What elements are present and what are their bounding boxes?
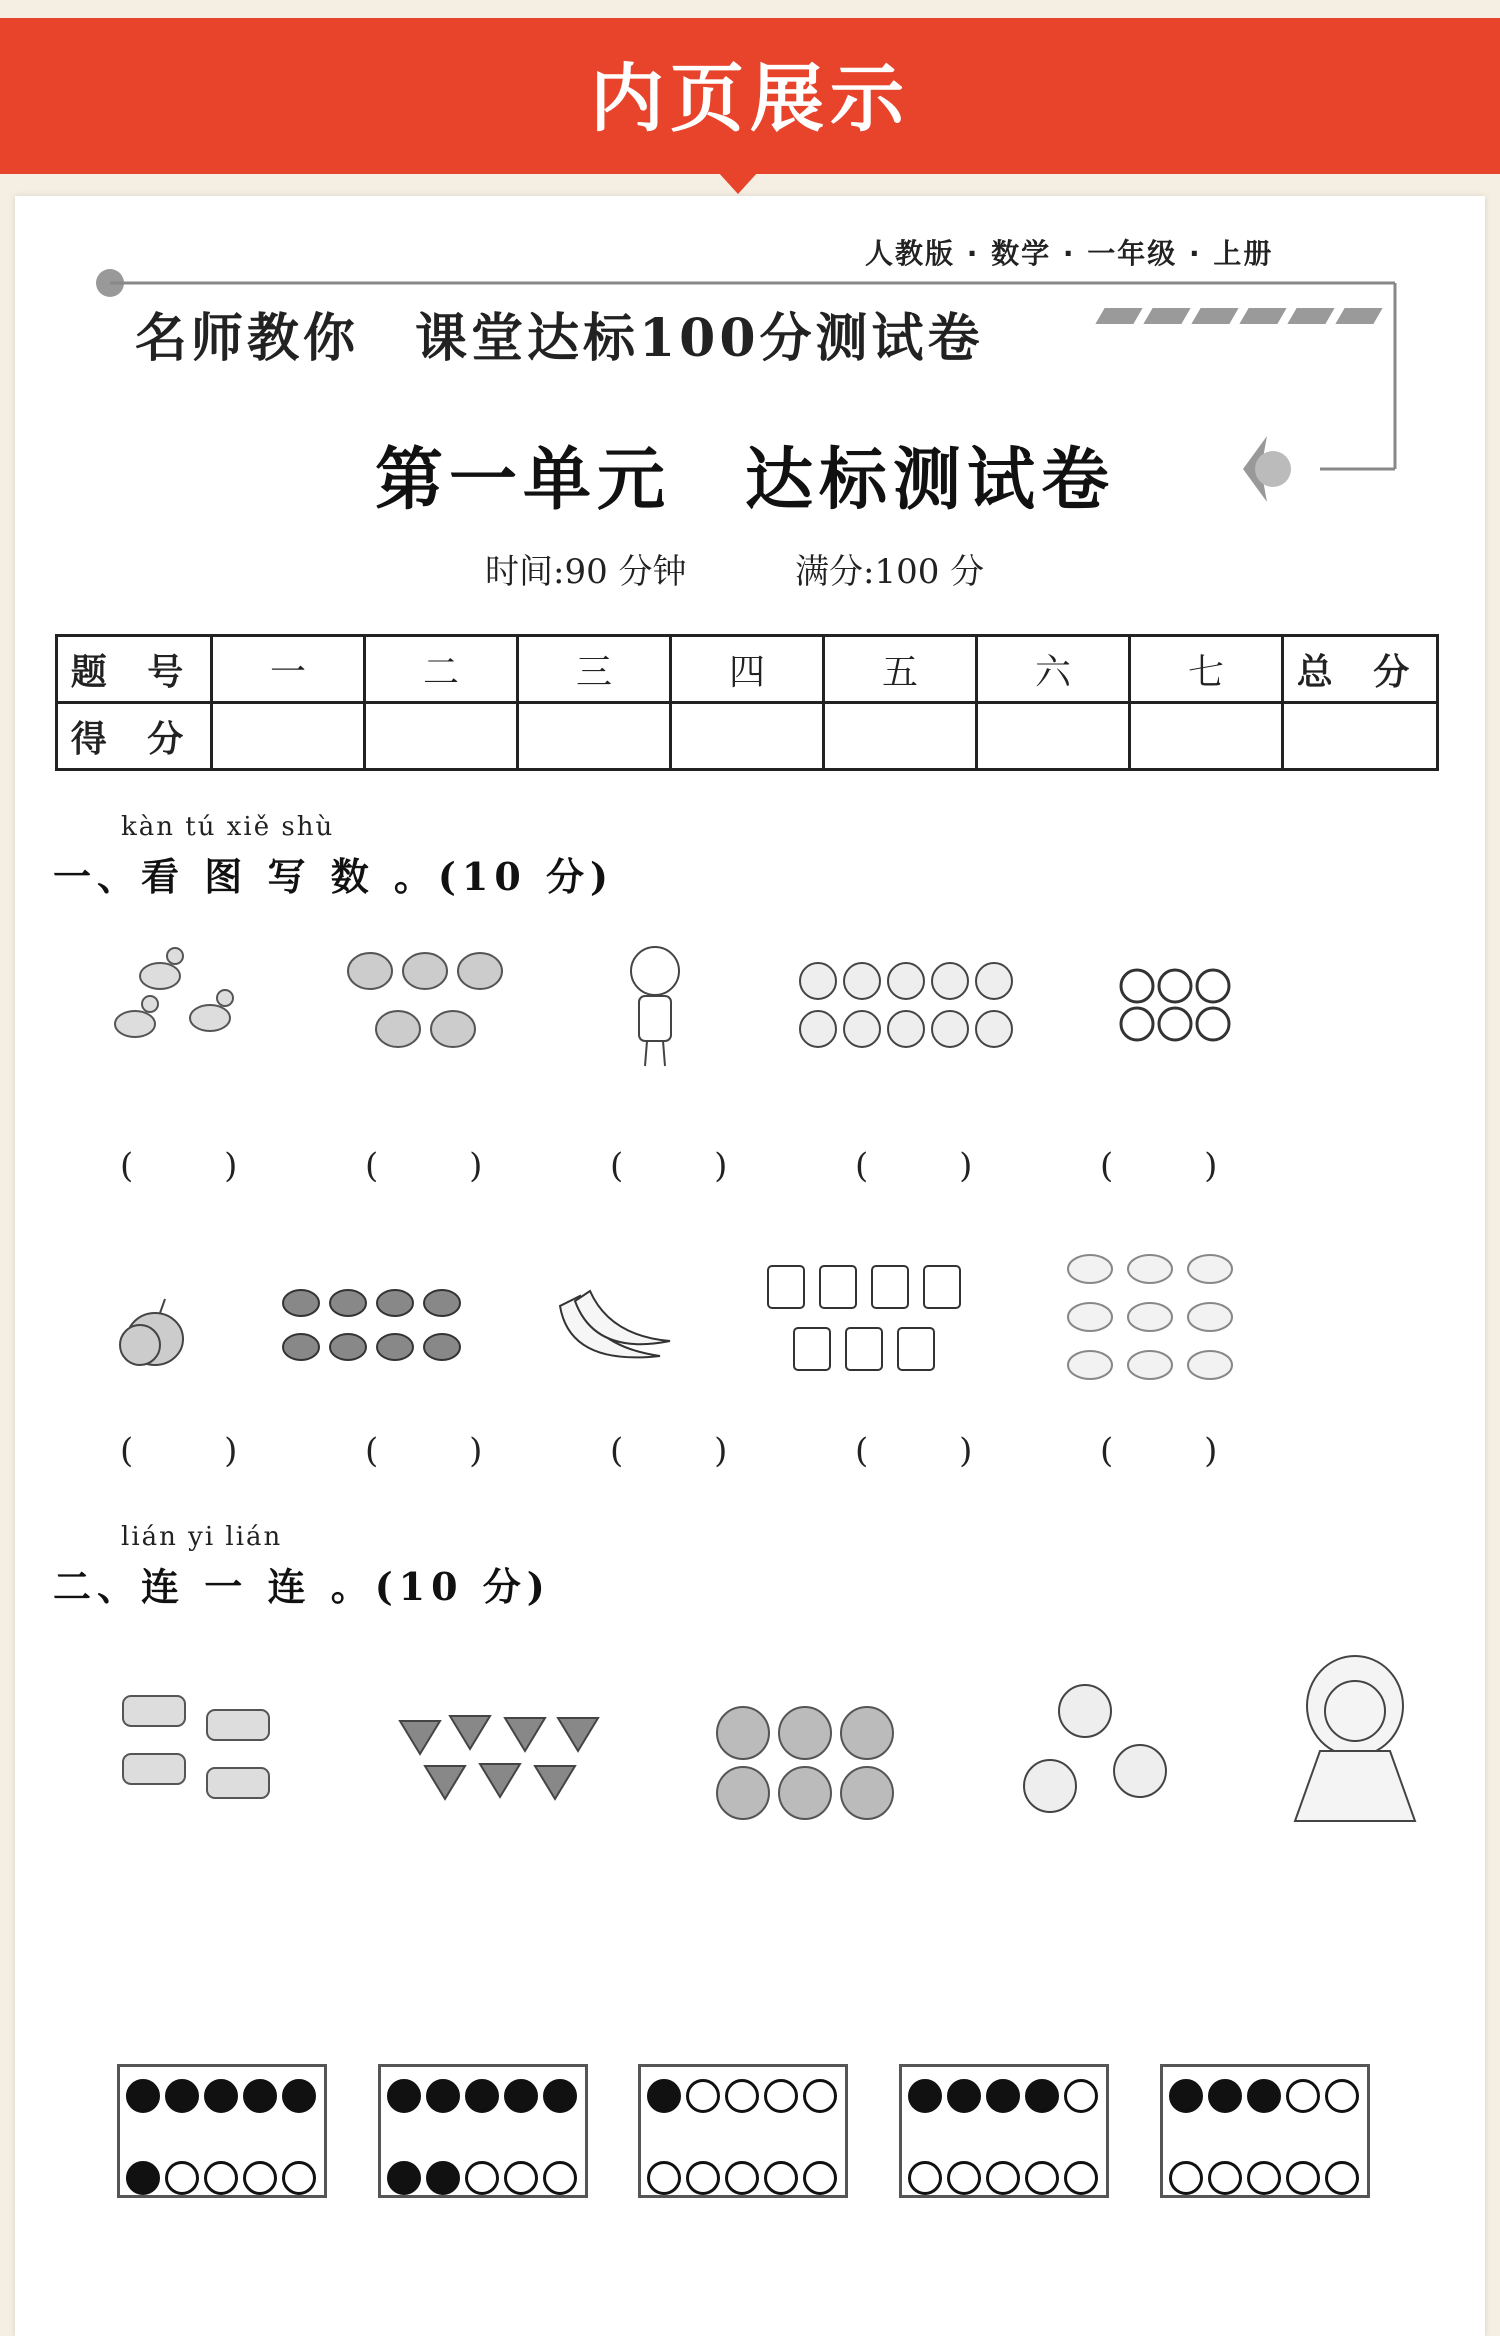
- table-cell: 二: [365, 636, 518, 703]
- table-cell: 得 分: [57, 703, 212, 770]
- q2-title: 二、连 一 连 。(10 分): [53, 1564, 551, 1609]
- empty-dot: [543, 2161, 577, 2195]
- answer-blank[interactable]: ( ): [365, 1431, 523, 1471]
- answer-blank[interactable]: ( ): [1100, 1146, 1258, 1186]
- score-entry-cell[interactable]: [977, 703, 1130, 770]
- filled-dot: [426, 2161, 460, 2195]
- time-label: 时间:90 分钟: [485, 552, 687, 592]
- edition-label: 人教版 · 数学 · 一年级 · 上册: [865, 237, 1274, 270]
- empty-dot: [764, 2161, 798, 2195]
- filled-dot: [126, 2079, 160, 2113]
- chicks-picture: [1015, 1676, 1185, 1836]
- ducks-picture: [1060, 1241, 1240, 1391]
- score-entry-cell[interactable]: [1130, 703, 1283, 770]
- table-cell: 七: [1130, 636, 1283, 703]
- filled-dot: [126, 2161, 160, 2195]
- score-entry-cell[interactable]: [671, 703, 824, 770]
- answer-blank[interactable]: ( ): [120, 1146, 278, 1186]
- filled-dot: [1247, 2079, 1281, 2113]
- filled-dot: [647, 2079, 681, 2113]
- score-entry-cell[interactable]: [1283, 703, 1438, 770]
- score-entry-cell[interactable]: [824, 703, 977, 770]
- answer-blank[interactable]: ( ): [855, 1146, 1013, 1186]
- apples-picture: [790, 951, 1015, 1061]
- empty-dot: [725, 2161, 759, 2195]
- empty-dot: [686, 2079, 720, 2113]
- dot-frame[interactable]: [117, 2064, 327, 2198]
- filled-dot: [986, 2079, 1020, 2113]
- score-table: [55, 634, 1439, 771]
- filled-dot: [1208, 2079, 1242, 2113]
- empty-dot: [986, 2161, 1020, 2195]
- pear-picture: [110, 1291, 200, 1371]
- filled-dot: [1025, 2079, 1059, 2113]
- filled-dot: [908, 2079, 942, 2113]
- table-cell: 三: [518, 636, 671, 703]
- girl-picture: [615, 936, 695, 1076]
- page-banner: [0, 18, 1500, 174]
- empty-dot: [1064, 2161, 1098, 2195]
- empty-dot: [1169, 2161, 1203, 2195]
- score-entry-cell[interactable]: [212, 703, 365, 770]
- empty-dot: [504, 2161, 538, 2195]
- empty-dot: [725, 2079, 759, 2113]
- score-table-score-row: [57, 703, 1438, 770]
- exam-paper: [15, 196, 1485, 2336]
- empty-dot: [1208, 2161, 1242, 2195]
- filled-dot: [543, 2079, 577, 2113]
- filled-dot: [465, 2079, 499, 2113]
- answer-blank[interactable]: ( ): [855, 1431, 1013, 1471]
- cups-picture: [760, 1256, 980, 1386]
- empty-dot: [647, 2161, 681, 2195]
- empty-dot: [1286, 2079, 1320, 2113]
- frogs-picture: [340, 941, 510, 1061]
- score-entry-cell[interactable]: [518, 703, 671, 770]
- dot-frame[interactable]: [899, 2064, 1109, 2198]
- filled-dot: [1169, 2079, 1203, 2113]
- oranges-picture: [713, 1701, 898, 1826]
- score-table-header-row: [57, 636, 1438, 703]
- q1-pinyin: kàn tú xiě shù: [121, 812, 335, 842]
- table-cell: 四: [671, 636, 824, 703]
- answer-blank[interactable]: ( ): [365, 1146, 523, 1186]
- empty-dot: [803, 2161, 837, 2195]
- series-title: 名师教你 课堂达标100分测试卷: [135, 308, 984, 369]
- filled-dot: [282, 2079, 316, 2113]
- empty-dot: [1247, 2161, 1281, 2195]
- empty-dot: [243, 2161, 277, 2195]
- empty-dot: [764, 2079, 798, 2113]
- empty-dot: [204, 2161, 238, 2195]
- empty-dot: [908, 2161, 942, 2195]
- empty-dot: [1064, 2079, 1098, 2113]
- banana-picture: [550, 1276, 680, 1376]
- q2-pinyin: lián yi lián: [121, 1522, 283, 1552]
- empty-dot: [1025, 2161, 1059, 2195]
- filled-dot: [387, 2079, 421, 2113]
- dot-frame[interactable]: [1160, 2064, 1370, 2198]
- banner-notch: [718, 172, 758, 194]
- table-cell: 一: [212, 636, 365, 703]
- empty-dot: [1325, 2079, 1359, 2113]
- table-cell: 总 分: [1283, 636, 1438, 703]
- bugs-picture: [273, 1281, 473, 1371]
- answer-blank[interactable]: ( ): [120, 1431, 278, 1471]
- empty-dot: [803, 2079, 837, 2113]
- strawberries-picture: [390, 1706, 610, 1806]
- birds-picture: [105, 936, 255, 1066]
- dot-frame[interactable]: [378, 2064, 588, 2198]
- empty-dot: [465, 2161, 499, 2195]
- empty-dot: [282, 2161, 316, 2195]
- banner-title: 内页展示: [590, 56, 910, 142]
- table-cell: 五: [824, 636, 977, 703]
- doll-picture: [1290, 1651, 1420, 1851]
- empty-dot: [947, 2161, 981, 2195]
- filled-dot: [165, 2079, 199, 2113]
- empty-dot: [686, 2161, 720, 2195]
- dot-frame[interactable]: [638, 2064, 848, 2198]
- score-entry-cell[interactable]: [365, 703, 518, 770]
- empty-dot: [1286, 2161, 1320, 2195]
- cars-picture: [115, 1676, 285, 1806]
- filled-dot: [204, 2079, 238, 2113]
- filled-dot: [426, 2079, 460, 2113]
- filled-dot: [504, 2079, 538, 2113]
- circles-picture: [1115, 966, 1235, 1046]
- filled-dot: [387, 2161, 421, 2195]
- answer-blank[interactable]: ( ): [610, 1146, 768, 1186]
- empty-dot: [165, 2161, 199, 2195]
- filled-dot: [243, 2079, 277, 2113]
- answer-blank[interactable]: ( ): [610, 1431, 768, 1471]
- table-cell: 题 号: [57, 636, 212, 703]
- q1-title: 一、看 图 写 数 。(10 分): [53, 854, 614, 899]
- table-cell: 六: [977, 636, 1130, 703]
- unit-title: 第一单元 达标测试卷: [375, 440, 1116, 520]
- full-score-label: 满分:100 分: [795, 552, 985, 592]
- answer-blank[interactable]: ( ): [1100, 1431, 1258, 1471]
- filled-dot: [947, 2079, 981, 2113]
- empty-dot: [1325, 2161, 1359, 2195]
